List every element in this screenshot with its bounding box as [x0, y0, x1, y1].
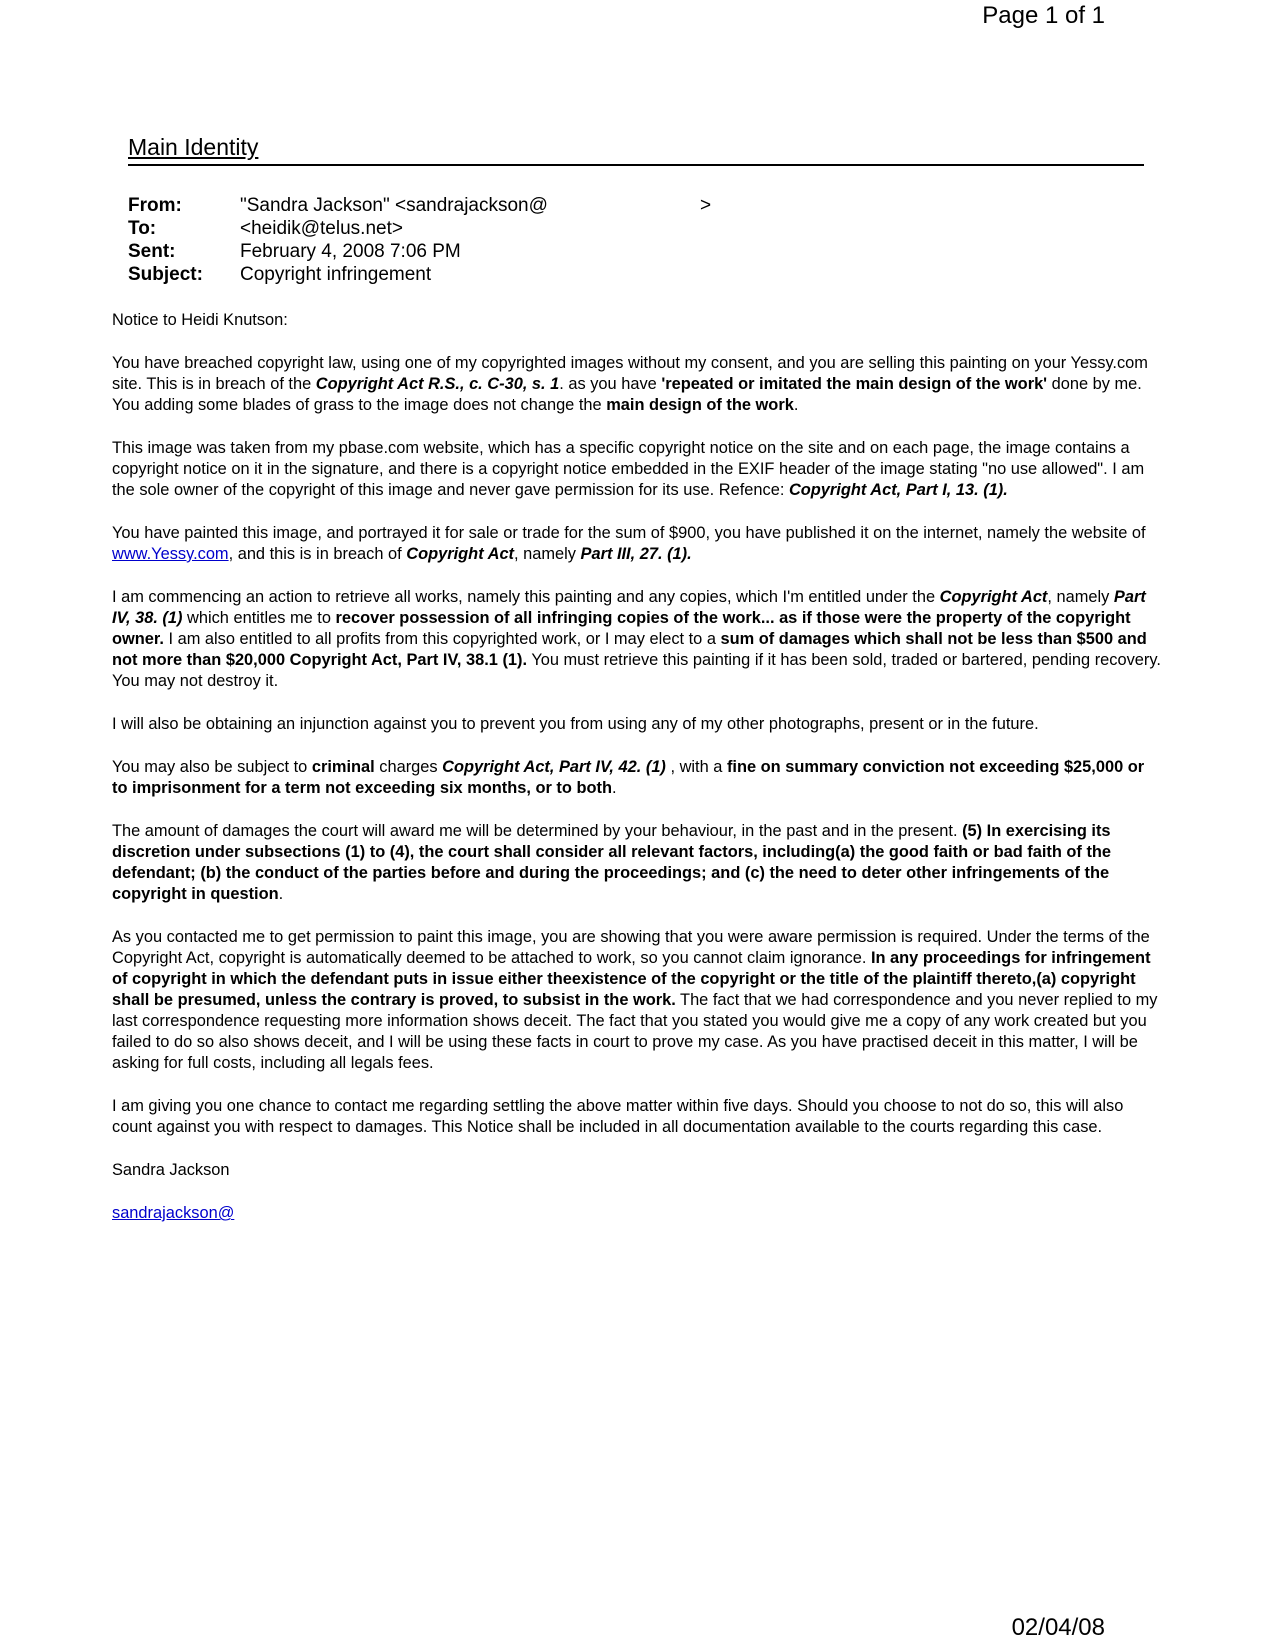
signature: Sandra Jackson [112, 1161, 230, 1179]
paragraph-6: You may also be subject to criminal charges Copyright Act, Part IV, 42. (1) , with a fine on summary conviction not exceeding $25,000 or to imprisonment for a term not exceeding six months, or to both. [112, 758, 1145, 797]
from-label: From: [128, 195, 182, 216]
to-value: <heidik@telus.net> [240, 218, 403, 239]
message-body [112, 310, 1162, 1246]
greeting: Notice to Heidi Knutson: [112, 311, 288, 329]
paragraph-4: I am commencing an action to retrieve all works, namely this painting and any copies, which I'm entitled under the Copyright Act, namely Part IV, 38. (1) which entitles me to recover possession of all infringing copies of the work... as if those were the property of the copyright owner. I am also entitled to all profits from this copyrighted work, or I may elect to a sum of damages which shall not be less than $500 and not more than $20,000 Copyright Act, Part IV, 38.1 (1). You must retrieve this painting if it has been sold, traded or bartered, pending recovery. You may not destroy it. [112, 588, 1161, 690]
page-number: Page 1 of 1 [982, 2, 1105, 29]
identity-title-text: Main Identity [128, 134, 259, 160]
sent-value: February 4, 2008 7:06 PM [240, 241, 461, 262]
subject-row [128, 263, 548, 286]
sender-email-link[interactable]: sandrajackson@ [112, 1204, 235, 1222]
sent-label: Sent: [128, 241, 176, 262]
from-row [128, 194, 548, 217]
sent-row [128, 240, 548, 263]
paragraph-9: I am giving you one chance to contact me regarding settling the above matter within five days. Should you choose to not do so, this will also count against you with respect to damages. This Notice shall be included in all documentation available to the courts regarding this case. [112, 1097, 1124, 1136]
paragraph-7: The amount of damages the court will award me will be determined by your behaviour, in the past and in the present. (5) In exercising its discretion under subsections (1) to (4), the court shall consider all relevant factors, including(a) the good faith or bad faith of the defendant; (b) the conduct of the parties before and during the proceedings; and (c) the need to deter other infringements of the copyright in question. [112, 822, 1112, 903]
from-value: "Sandra Jackson" <sandrajackson@ [240, 195, 548, 216]
yessy-link[interactable]: www.Yessy.com [112, 545, 229, 563]
paragraph-5: I will also be obtaining an injunction against you to prevent you from using any of my other photographs, present or in the future. [112, 715, 1039, 733]
paragraph-2: This image was taken from my pbase.com website, which has a specific copyright notice on the site and on each page, the image contains a copyright notice on it in the signature, and there is a copyright notice embedded in the EXIF header of the image stating "no use allowed". I am the sole owner of the copyright of this image and never gave permission for its use. Refence: Copyright Act, Part I, 13. (1). [112, 439, 1145, 499]
footer-date: 02/04/08 [1011, 1614, 1105, 1641]
paragraph-8: As you contacted me to get permission to paint this image, you are showing that you were aware permission is required. Under the terms of the Copyright Act, copyright is automatically deemed to be attached to work, so you cannot claim ignorance. In any proceedings for infringement of copyright in which the defendant puts in issue either theexistence of the copyright or the title of the plaintiff thereto,(a) copyright shall be presumed, unless the contrary is proved, to subsist in the work. The fact that we had correspondence and you never replied to my last correspondence requesting more information shows deceit. The fact that you stated you would give me a copy of any work created but you failed to do so also shows deceit, and I will be using these facts in court to prove my case. As you have practised deceit in this matter, I will be asking for full costs, including all legals fees. [112, 928, 1158, 1072]
email-headers [128, 194, 548, 286]
email-link-paragraph [112, 1203, 1162, 1224]
to-label: To: [128, 218, 157, 239]
paragraph-1: You have breached copyright law, using one of my copyrighted images without my consent, and you are selling this painting on your Yessy.com site. This is in breach of the Copyright Act R.S., c. C-30, s. 1. as you have 'repeated or imitated the main design of the work' done by me. You adding some blades of grass to the image does not change the main design of the work. [112, 354, 1148, 414]
subject-label: Subject: [128, 264, 203, 285]
paragraph-3: You have painted this image, and portrayed it for sale or trade for the sum of $900, you have published it on the internet, namely the website of www.Yessy.com, and this is in breach of Copyright Act, namely Part III, 27. (1). [112, 524, 1146, 563]
from-close-bracket: > [700, 195, 712, 216]
identity-title [128, 134, 1144, 166]
subject-value: Copyright infringement [240, 264, 432, 285]
to-row [128, 217, 548, 240]
